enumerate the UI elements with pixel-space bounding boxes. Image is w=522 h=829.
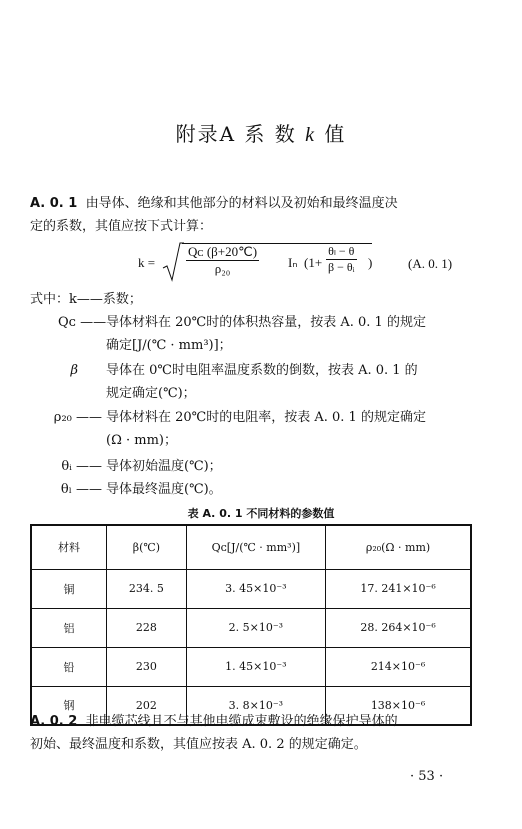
legend-symbol-theta-f: θₗ —— xyxy=(60,482,102,497)
formula-numerator: Qᴄ (β+20℃) xyxy=(188,244,258,259)
table-row xyxy=(31,569,471,608)
section-a01-line2: 定的系数，其值应按下式计算： xyxy=(30,219,213,234)
section-a01-line1 xyxy=(30,193,398,215)
formula-fraction xyxy=(186,244,259,277)
legend-rho-line2: (Ω · mm)； xyxy=(106,433,177,448)
appendix-title xyxy=(0,118,522,147)
cell-rho: 214×10⁻⁶ xyxy=(326,647,471,686)
legend-theta-i-line1: 导体初始温度(℃)； xyxy=(106,459,222,474)
legend-symbol-theta-i: θᵢ —— xyxy=(61,459,102,474)
table-row xyxy=(31,647,471,686)
legend-q-line2: 确定[J/(℃ · mm³)]； xyxy=(106,338,232,353)
formula-inner-numerator: θₗ − θ xyxy=(326,244,357,260)
cell-beta: 202 xyxy=(107,686,187,725)
legend-symbol-beta: β xyxy=(70,363,78,378)
table-header-row xyxy=(31,525,471,569)
cell-material: 钢 xyxy=(31,686,107,725)
legend-symbol-q: Qᴄ —— xyxy=(58,315,107,330)
title-suffix: 值 xyxy=(316,122,347,146)
formula-denominator: ρ₂₀ xyxy=(214,261,231,276)
section-a01-number: A. 0. 1 xyxy=(30,196,78,211)
formula-lhs: k = xyxy=(138,255,156,270)
page-number: · 53 · xyxy=(410,769,444,784)
table-row xyxy=(31,608,471,647)
cell-beta: 230 xyxy=(107,647,187,686)
sqrt-sign-icon xyxy=(162,242,184,282)
section-a02-text1: 非电缆芯线且不与其他电缆成束敷设的绝缘保护导体的 xyxy=(85,714,398,729)
cell-material: 铝 xyxy=(31,608,107,647)
formula-number: (A. 0. 1) xyxy=(408,256,453,271)
parameter-table xyxy=(30,524,472,726)
cell-rho: 138×10⁻⁶ xyxy=(326,686,471,725)
section-a01-text1: 由导体、绝缘和其他部分的材料以及初始和最终温度决 xyxy=(85,196,398,211)
cell-beta: 234. 5 xyxy=(107,569,187,608)
cell-material: 铜 xyxy=(31,569,107,608)
cell-rho: 17. 241×10⁻⁶ xyxy=(326,569,471,608)
table-caption: 表 A. 0. 1 不同材料的参数值 xyxy=(187,507,335,520)
legend-rho-line1: 导体材料在 20℃时的电阻率，按表 A. 0. 1 的规定确定 xyxy=(106,410,426,425)
title-prefix: 附录A 系 数 xyxy=(175,122,306,146)
legend-beta-line1: 导体在 0℃时电阻率温度系数的倒数，按表 A. 0. 1 的 xyxy=(106,363,418,378)
legend-theta-f-line1: 导体最终温度(℃)。 xyxy=(106,482,222,497)
legend-beta-line2: 规定确定(℃)； xyxy=(106,386,196,401)
header-beta: β(℃) xyxy=(107,525,187,569)
legend-q-line1: 导体材料在 20℃时的体积热容量，按表 A. 0. 1 的规定 xyxy=(106,315,426,330)
cell-rho: 28. 264×10⁻⁶ xyxy=(326,608,471,647)
cell-qc: 3. 45×10⁻³ xyxy=(186,569,325,608)
formula-inner-open: (1+ xyxy=(304,255,323,270)
formula-inner-close: ) xyxy=(368,255,373,270)
cell-qc: 1. 45×10⁻³ xyxy=(186,647,325,686)
formula-inner-denominator: β − θᵢ xyxy=(328,260,355,274)
cell-qc: 2. 5×10⁻³ xyxy=(186,608,325,647)
title-k: k xyxy=(305,124,317,146)
header-rho: ρ₂₀(Ω · mm) xyxy=(326,525,471,569)
section-a02-line2: 初始、最终温度和系数，其值应按表 A. 0. 2 的规定确定。 xyxy=(30,737,367,752)
section-a02-number: A. 0. 2 xyxy=(30,714,78,729)
legend-symbol-rho: ρ₂₀ —— xyxy=(53,410,102,425)
cell-qc: 3. 8×10⁻³ xyxy=(186,686,325,725)
header-material: 材料 xyxy=(31,525,107,569)
formula-ln: Iₙ xyxy=(288,255,298,270)
legend-intro: 式中：k——系数； xyxy=(30,292,142,307)
cell-material: 铅 xyxy=(31,647,107,686)
formula-k xyxy=(138,240,373,284)
section-a02-line1 xyxy=(30,711,398,733)
formula-inner-fraction xyxy=(326,244,357,275)
cell-beta: 228 xyxy=(107,608,187,647)
header-qc: Qᴄ[J/(℃ · mm³)] xyxy=(186,525,325,569)
